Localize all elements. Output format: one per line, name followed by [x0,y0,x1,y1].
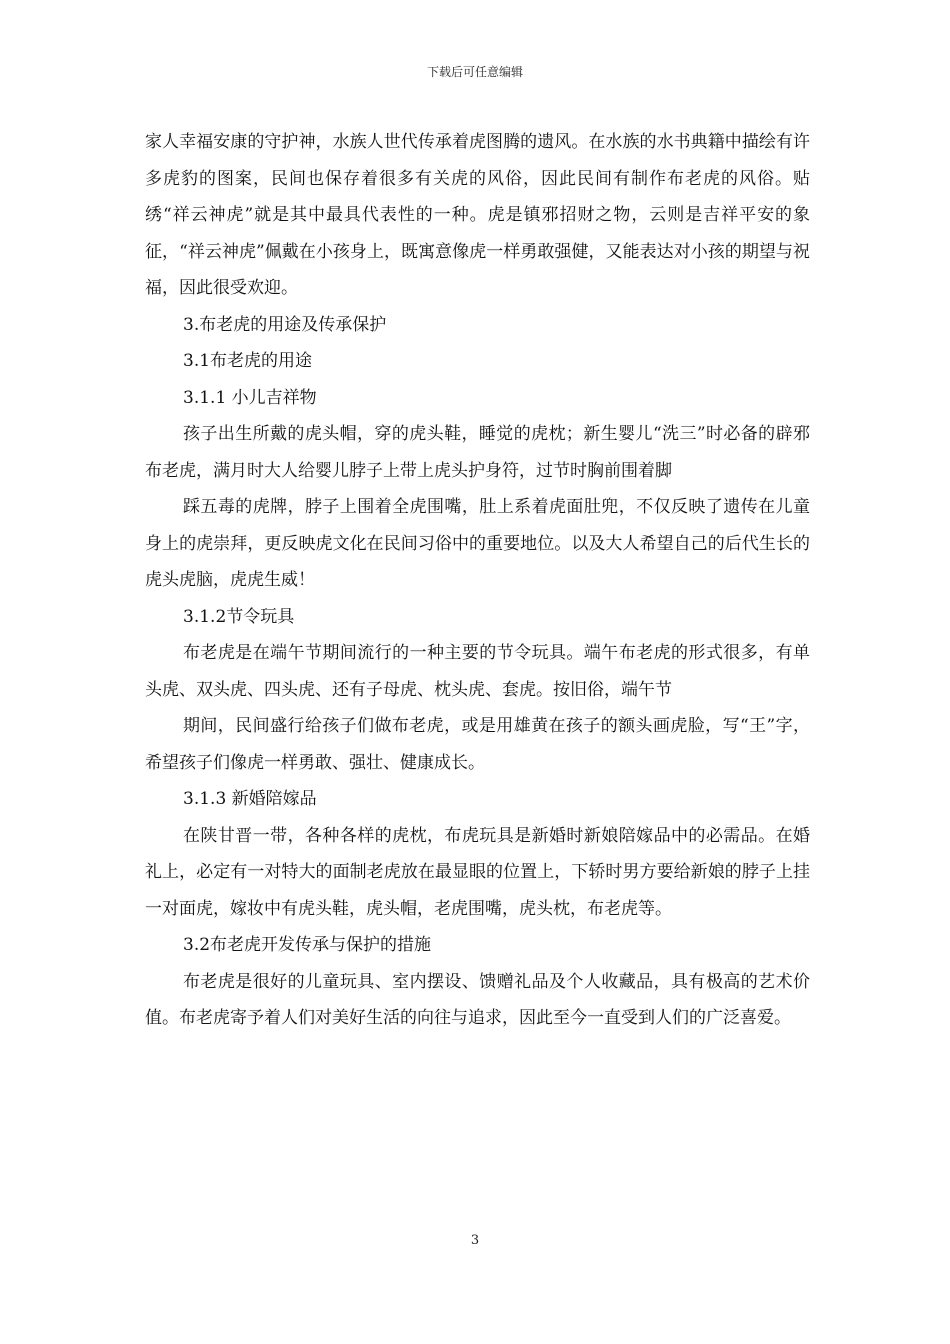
paragraph-continuation: 家人幸福安康的守护神，水族人世代传承着虎图腾的遗风。在水族的水书典籍中描绘有许多虎豹的图案，民间也保存着很多有关虎的风俗，因此民间有制作布老虎的风俗。贴绣“祥云神虎”就是其中最具代表性的一种。虎是镇邪招财之物，云则是吉祥平安的象征，“祥云神虎”佩戴在小孩身上，既寓意像虎一样勇敢强健，又能表达对小孩的期望与祝福，因此很受欢迎。 [145,132,810,298]
subsubsection-heading: 3.1.1 小儿吉祥物 [183,387,317,408]
paragraph: 孩子出生所戴的虎头帽，穿的虎头鞋，睡觉的虎枕；新生婴儿“洗三”时必备的辟邪布老虎，满月时大人给婴儿脖子上带上虎头护身符，过节时胸前围着脚 [145,424,810,481]
download-note: 下载后可任意编辑 [426,65,523,79]
paragraph: 期间，民间盛行给孩子们做布老虎，或是用雄黄在孩子的额头画虎脸，写“王”字，希望孩子们像虎一样勇敢、强壮、健康成长。 [145,716,810,773]
page-number: 3 [470,1233,480,1248]
subsubsection-heading: 3.1.2节令玩具 [183,606,295,627]
paragraph: 布老虎是在端午节期间流行的一种主要的节令玩具。端午布老虎的形式很多，有单头虎、双头虎、四头虎、还有子母虎、枕头虎、套虎。按旧俗，端午节 [145,643,810,700]
document-body [145,124,810,1037]
section-heading: 3.布老虎的用途及传承保护 [183,314,387,335]
subsubsection-heading: 3.1.3 新婚陪嫁品 [183,789,317,809]
paragraph: 踩五毒的虎牌，脖子上围着全虎围嘴，肚上系着虎面肚兜，不仅反映了遗传在儿童身上的虎崇拜，更反映虎文化在民间习俗中的重要地位。以及大人希望自己的后代生长的虎头虎脑，虎虎生威！ [145,497,810,590]
subsection-heading: 3.1布老虎的用途 [183,351,313,371]
paragraph: 布老虎是很好的儿童玩具、室内摆设、馈赠礼品及个人收藏品，具有极高的艺术价值。布老虎寄予着人们对美好生活的向往与追求，因此至今一直受到人们的广泛喜爱。 [145,971,810,1028]
subsection-heading: 3.2布老虎开发传承与保护的措施 [183,935,432,955]
paragraph: 在陕甘晋一带，各种各样的虎枕，布虎玩具是新婚时新娘陪嫁品中的必需品。在婚礼上，必定有一对特大的面制老虎放在最显眼的位置上，下轿时男方要给新娘的脖子上挂一对面虎，嫁妆中有虎头鞋，虎头帽，老虎围嘴，虎头枕，布老虎等。 [145,825,810,919]
